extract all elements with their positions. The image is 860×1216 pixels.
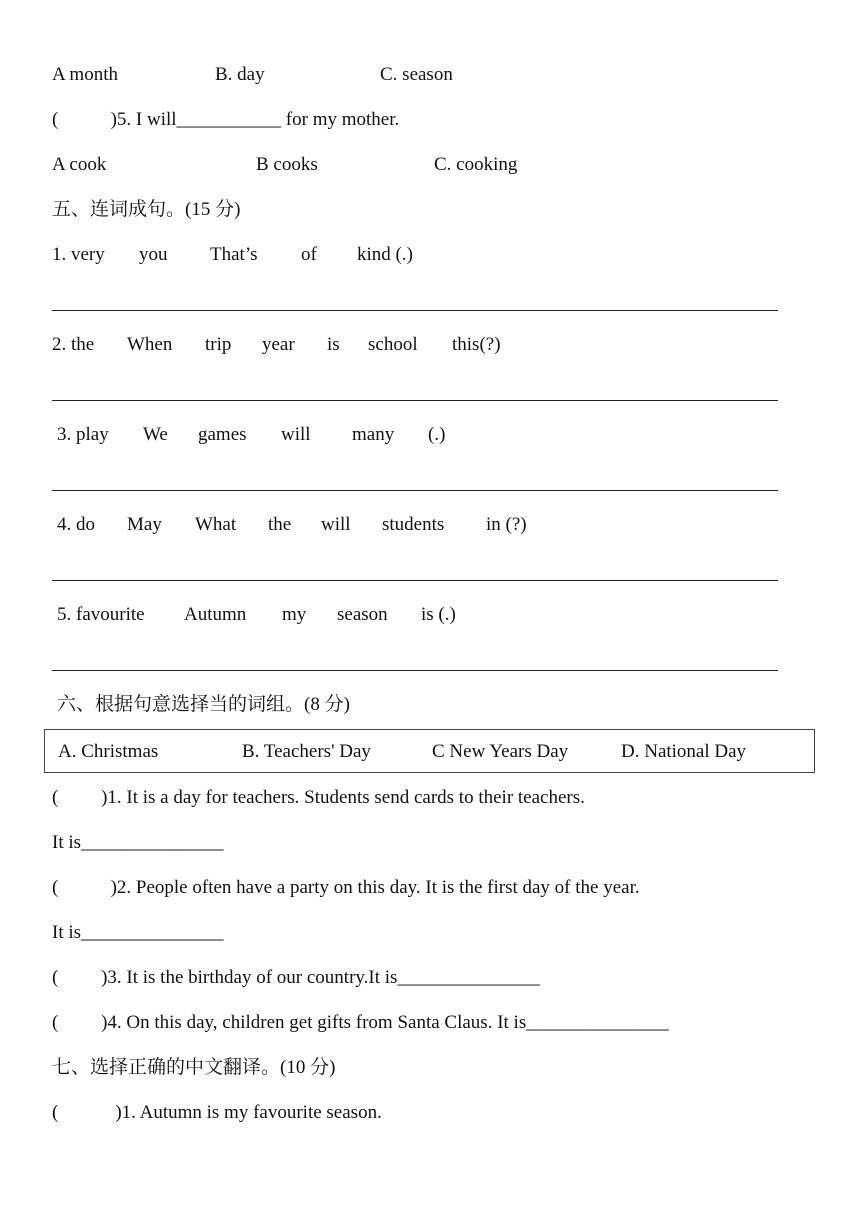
section5-title: 五、连词成句。(15 分)	[52, 199, 241, 220]
s5-item3-word: (.)	[428, 424, 446, 445]
s5-item5-word: 5. favourite	[57, 604, 145, 625]
answer-line-2[interactable]	[52, 400, 778, 401]
answer-line-3[interactable]	[52, 490, 778, 491]
s5-item4-word: 4. do	[57, 514, 95, 535]
s5-item3-word: many	[352, 424, 395, 445]
s5-item2-word: is	[327, 334, 340, 355]
s5-item3-word: We	[143, 424, 168, 445]
s5-item1-word: 1. very	[52, 244, 105, 265]
s5-item3-word: 3. play	[57, 424, 109, 445]
s5-item5-word: is (.)	[421, 604, 456, 625]
s5-item3-word: games	[198, 424, 247, 445]
s5-item1-word: you	[139, 244, 168, 265]
s5-item4-word: students	[382, 514, 445, 535]
s6-answer-1[interactable]: It is_______________	[52, 832, 224, 853]
s5-item2-word: school	[368, 334, 418, 355]
q5-option-a: A cook	[52, 154, 107, 175]
s6-answer-2[interactable]: It is_______________	[52, 922, 224, 943]
s5-item4-word: will	[321, 514, 351, 535]
s6-question-2: ( )2. People often have a party on this day. It is the first day of the year.	[52, 877, 640, 898]
s5-item4-word: the	[268, 514, 292, 535]
answer-line-4[interactable]	[52, 580, 778, 581]
word-bank-option-c: C New Years Day	[432, 741, 569, 762]
q5-stem: ( )5. I will___________ for my mother.	[52, 109, 400, 130]
s5-item4-word: May	[127, 514, 162, 535]
word-bank-option-a: A. Christmas	[58, 741, 159, 762]
section6-title: 六、根据句意选择当的词组。(8 分)	[57, 694, 350, 715]
q4-option-b: B. day	[215, 64, 265, 85]
s6-question-3: ( )3. It is the birthday of our country.It is_______________	[52, 967, 540, 988]
s5-item3-word: will	[281, 424, 311, 445]
s5-item1-word: That’s	[210, 244, 258, 265]
s5-item2-word: When	[127, 334, 173, 355]
s5-item5-word: my	[282, 604, 307, 625]
word-bank-option-b: B. Teachers' Day	[242, 741, 371, 762]
section7-title: 七、选择正确的中文翻译。(10 分)	[52, 1057, 336, 1078]
s6-question-4: ( )4. On this day, children get gifts from Santa Claus. It is_______________	[52, 1012, 669, 1033]
word-bank-option-d: D. National Day	[621, 741, 747, 762]
q5-option-c: C. cooking	[434, 154, 518, 175]
answer-line-1[interactable]	[52, 310, 778, 311]
s5-item4-word: in (?)	[486, 514, 527, 535]
s5-item5-word: season	[337, 604, 388, 625]
s6-question-1: ( )1. It is a day for teachers. Students send cards to their teachers.	[52, 787, 585, 808]
q5-option-b: B cooks	[256, 154, 318, 175]
answer-line-5[interactable]	[52, 670, 778, 671]
s5-item5-word: Autumn	[184, 604, 247, 625]
s5-item1-word: kind (.)	[357, 244, 413, 265]
s7-question-1: ( )1. Autumn is my favourite season.	[52, 1102, 382, 1123]
s5-item2-word: this(?)	[452, 334, 501, 355]
s5-item2-word: 2. the	[52, 334, 95, 355]
s5-item1-word: of	[301, 244, 317, 265]
s5-item4-word: What	[195, 514, 237, 535]
q4-option-a: A month	[52, 64, 118, 85]
s5-item2-word: year	[262, 334, 295, 355]
s5-item2-word: trip	[205, 334, 232, 355]
q4-option-c: C. season	[380, 64, 453, 85]
